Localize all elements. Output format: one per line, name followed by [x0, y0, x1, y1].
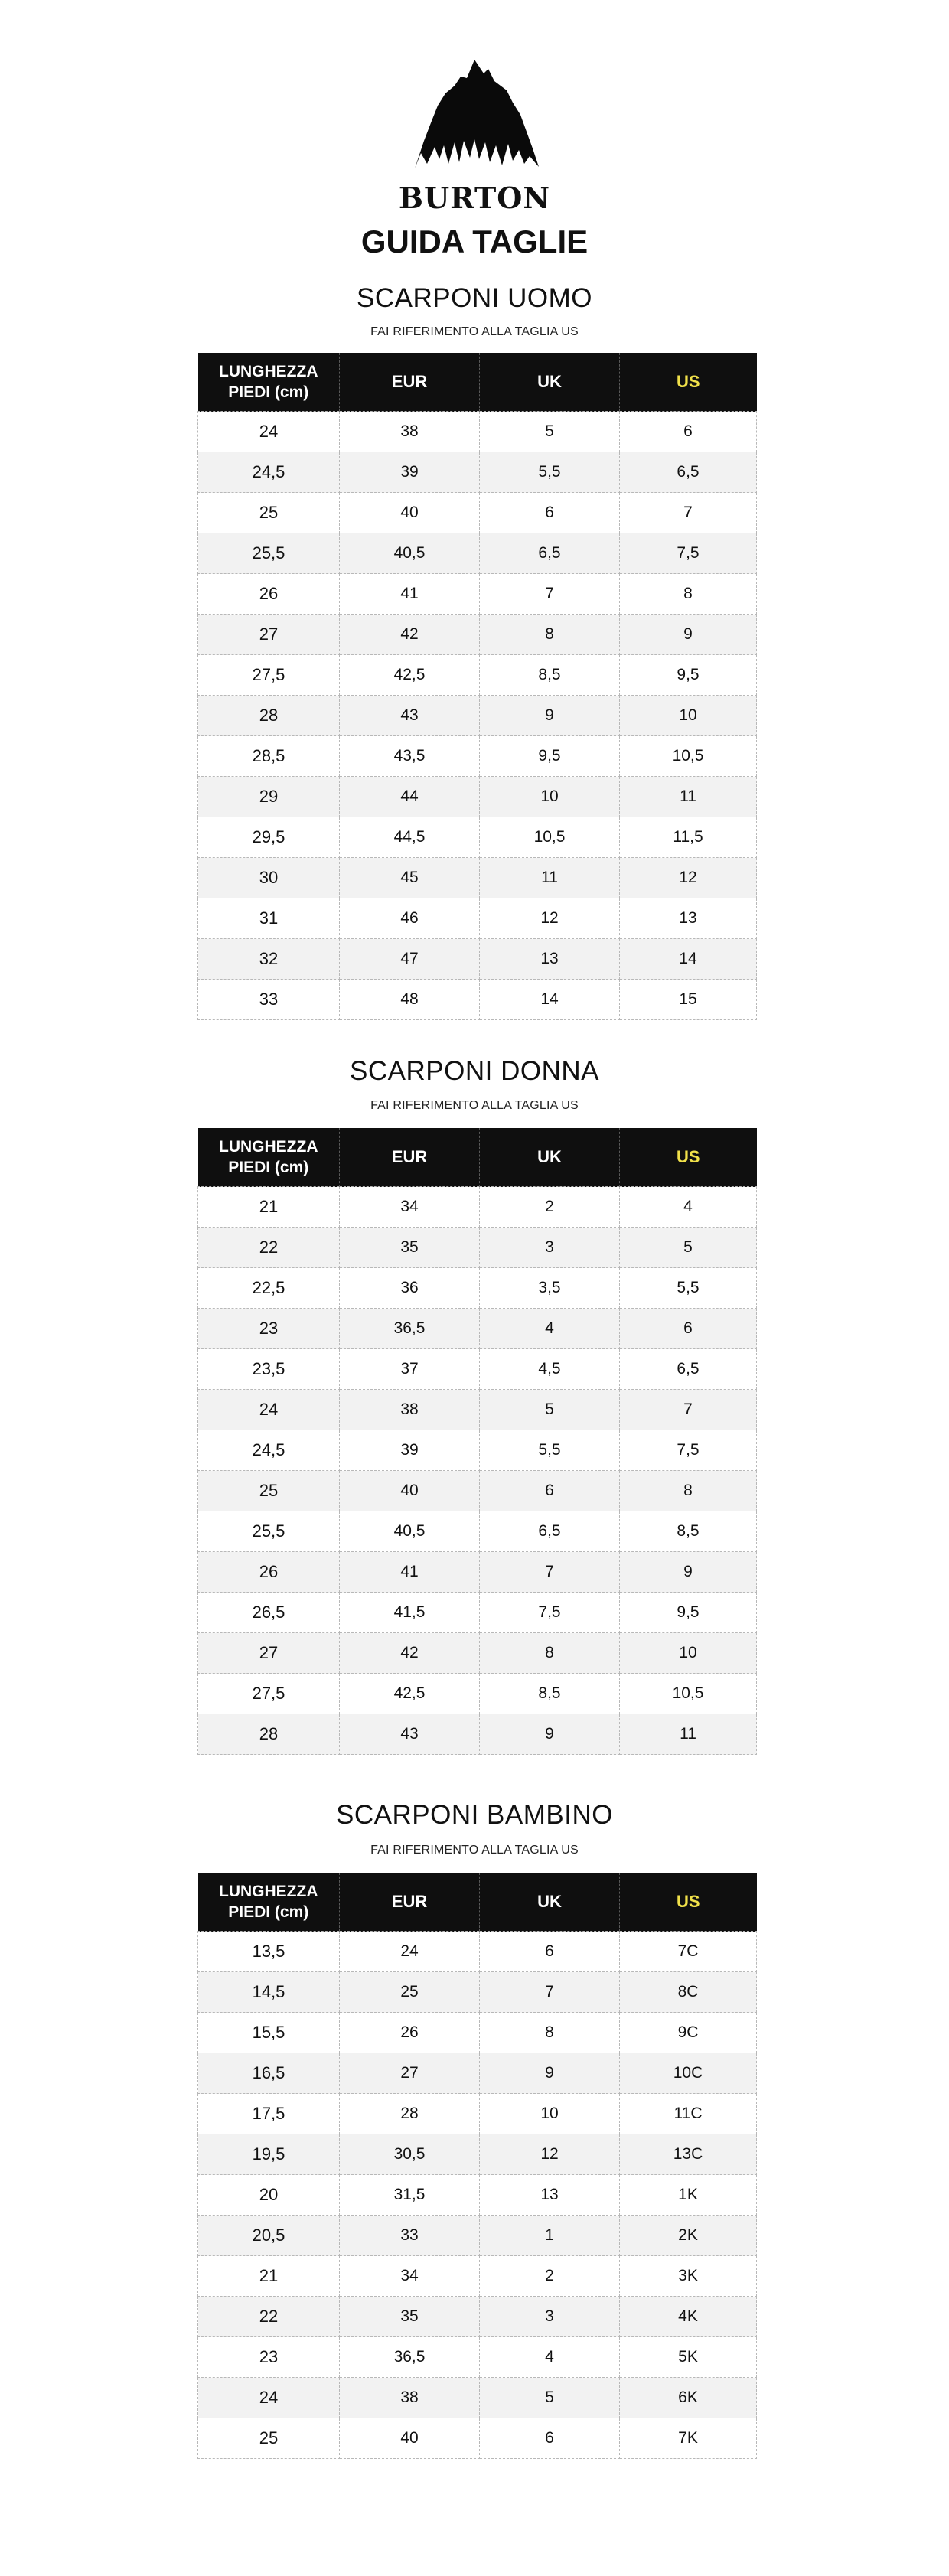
- cell-length: 28: [198, 1714, 340, 1755]
- cell-uk: 3,5: [480, 1268, 620, 1309]
- cell-eur: 38: [340, 1390, 480, 1430]
- column-header-uk: UK: [480, 353, 620, 412]
- table-row: [198, 1932, 757, 1972]
- cell-us: 10: [620, 1633, 757, 1674]
- cell-us: 10,5: [620, 736, 757, 777]
- table-row: [198, 1633, 757, 1674]
- cell-eur: 37: [340, 1349, 480, 1390]
- table-row: [198, 1552, 757, 1593]
- table-row: [198, 2175, 757, 2216]
- cell-eur: 39: [340, 452, 480, 493]
- table-row: [198, 1674, 757, 1714]
- table-row: [198, 1430, 757, 1471]
- cell-us: 7C: [620, 1932, 757, 1972]
- table-row: [198, 2256, 757, 2297]
- cell-uk: 5: [480, 2378, 620, 2418]
- cell-uk: 5: [480, 412, 620, 452]
- cell-us: 7,5: [620, 1430, 757, 1471]
- cell-length: 26: [198, 574, 340, 615]
- table-row: [198, 736, 757, 777]
- cell-length: 27,5: [198, 655, 340, 696]
- size-table-women: [197, 1128, 757, 1755]
- cell-uk: 8,5: [480, 1674, 620, 1714]
- cell-us: 10: [620, 696, 757, 736]
- cell-eur: 34: [340, 1187, 480, 1228]
- column-header-eur: EUR: [340, 1128, 480, 1187]
- cell-uk: 6: [480, 493, 620, 533]
- cell-eur: 40,5: [340, 1511, 480, 1552]
- cell-eur: 25: [340, 1972, 480, 2013]
- cell-uk: 8: [480, 615, 620, 655]
- cell-us: 9: [620, 1552, 757, 1593]
- column-header-us: US: [620, 1128, 757, 1187]
- section-title-women: SCARPONI DONNA: [350, 1056, 599, 1086]
- cell-length: 19,5: [198, 2134, 340, 2175]
- column-header-eur: EUR: [340, 353, 480, 412]
- table-row: [198, 898, 757, 939]
- table-row: [198, 777, 757, 817]
- cell-us: 10,5: [620, 1674, 757, 1714]
- table-row: [198, 939, 757, 980]
- cell-uk: 6: [480, 1932, 620, 1972]
- cell-length: 26: [198, 1552, 340, 1593]
- cell-eur: 40: [340, 2418, 480, 2459]
- cell-us: 6K: [620, 2378, 757, 2418]
- table-row: [198, 655, 757, 696]
- cell-length: 25: [198, 493, 340, 533]
- cell-length: 27: [198, 1633, 340, 1674]
- cell-us: 7K: [620, 2418, 757, 2459]
- cell-uk: 9: [480, 2053, 620, 2094]
- cell-eur: 27: [340, 2053, 480, 2094]
- column-header-uk: UK: [480, 1128, 620, 1187]
- cell-uk: 3: [480, 1228, 620, 1268]
- column-header-eur: EUR: [340, 1873, 480, 1932]
- cell-eur: 31,5: [340, 2175, 480, 2216]
- table-row: [198, 2094, 757, 2134]
- cell-uk: 12: [480, 2134, 620, 2175]
- cell-eur: 35: [340, 1228, 480, 1268]
- cell-eur: 28: [340, 2094, 480, 2134]
- cell-uk: 8: [480, 2013, 620, 2053]
- cell-us: 14: [620, 939, 757, 980]
- cell-length: 27,5: [198, 1674, 340, 1714]
- cell-eur: 45: [340, 858, 480, 898]
- cell-uk: 13: [480, 2175, 620, 2216]
- cell-uk: 5: [480, 1390, 620, 1430]
- cell-length: 14,5: [198, 1972, 340, 2013]
- cell-eur: 42,5: [340, 1674, 480, 1714]
- column-header-us: US: [620, 353, 757, 412]
- table-row: [198, 2216, 757, 2256]
- table-row: [198, 2134, 757, 2175]
- cell-length: 29: [198, 777, 340, 817]
- cell-us: 3K: [620, 2256, 757, 2297]
- table-header-row: [198, 1873, 757, 1932]
- cell-length: 24: [198, 2378, 340, 2418]
- cell-uk: 4,5: [480, 1349, 620, 1390]
- table-row: [198, 1187, 757, 1228]
- table-row: [198, 493, 757, 533]
- cell-us: 8: [620, 574, 757, 615]
- cell-eur: 38: [340, 412, 480, 452]
- cell-uk: 11: [480, 858, 620, 898]
- cell-uk: 6: [480, 1471, 620, 1511]
- cell-us: 11C: [620, 2094, 757, 2134]
- cell-eur: 43,5: [340, 736, 480, 777]
- cell-us: 8,5: [620, 1511, 757, 1552]
- cell-uk: 9,5: [480, 736, 620, 777]
- cell-eur: 40: [340, 1471, 480, 1511]
- cell-length: 33: [198, 980, 340, 1020]
- cell-us: 6: [620, 1309, 757, 1349]
- section-subtitle-kids: FAI RIFERIMENTO ALLA TAGLIA US: [370, 1844, 579, 1857]
- cell-length: 20: [198, 2175, 340, 2216]
- cell-us: 13: [620, 898, 757, 939]
- size-table-kids: [197, 1873, 757, 2459]
- cell-length: 13,5: [198, 1932, 340, 1972]
- cell-eur: 46: [340, 898, 480, 939]
- cell-eur: 35: [340, 2297, 480, 2337]
- table-row: [198, 1309, 757, 1349]
- cell-us: 6,5: [620, 1349, 757, 1390]
- page-title: GUIDA TAGLIE: [360, 223, 589, 259]
- table-row: [198, 615, 757, 655]
- cell-length: 29,5: [198, 817, 340, 858]
- cell-length: 28,5: [198, 736, 340, 777]
- cell-uk: 8,5: [480, 655, 620, 696]
- table-row: [198, 1511, 757, 1552]
- cell-length: 24: [198, 1390, 340, 1430]
- cell-us: 8: [620, 1471, 757, 1511]
- cell-uk: 4: [480, 2337, 620, 2378]
- cell-uk: 13: [480, 939, 620, 980]
- cell-us: 11: [620, 1714, 757, 1755]
- cell-length: 23: [198, 2337, 340, 2378]
- brand-wordmark: BURTON: [398, 181, 551, 215]
- cell-us: 1K: [620, 2175, 757, 2216]
- cell-uk: 2: [480, 1187, 620, 1228]
- cell-uk: 5,5: [480, 1430, 620, 1471]
- cell-length: 21: [198, 2256, 340, 2297]
- cell-eur: 26: [340, 2013, 480, 2053]
- column-header-length: LUNGHEZZA PIEDI (cm): [198, 1128, 340, 1187]
- cell-length: 25: [198, 1471, 340, 1511]
- cell-eur: 42,5: [340, 655, 480, 696]
- cell-uk: 14: [480, 980, 620, 1020]
- cell-uk: 5,5: [480, 452, 620, 493]
- cell-length: 26,5: [198, 1593, 340, 1633]
- table-row: [198, 2378, 757, 2418]
- cell-length: 21: [198, 1187, 340, 1228]
- cell-uk: 6: [480, 2418, 620, 2459]
- cell-eur: 40,5: [340, 533, 480, 574]
- column-header-us: US: [620, 1873, 757, 1932]
- cell-us: 5: [620, 1228, 757, 1268]
- cell-length: 16,5: [198, 2053, 340, 2094]
- cell-eur: 39: [340, 1430, 480, 1471]
- cell-eur: 24: [340, 1932, 480, 1972]
- cell-uk: 7: [480, 1972, 620, 2013]
- cell-eur: 30,5: [340, 2134, 480, 2175]
- cell-uk: 9: [480, 696, 620, 736]
- cell-eur: 40: [340, 493, 480, 533]
- cell-eur: 41: [340, 1552, 480, 1593]
- cell-length: 20,5: [198, 2216, 340, 2256]
- cell-length: 27: [198, 615, 340, 655]
- cell-eur: 41,5: [340, 1593, 480, 1633]
- cell-us: 7,5: [620, 533, 757, 574]
- cell-uk: 12: [480, 898, 620, 939]
- table-row: [198, 2418, 757, 2459]
- cell-uk: 6,5: [480, 533, 620, 574]
- cell-us: 9C: [620, 2013, 757, 2053]
- cell-uk: 3: [480, 2297, 620, 2337]
- cell-length: 24,5: [198, 452, 340, 493]
- cell-eur: 33: [340, 2216, 480, 2256]
- cell-eur: 36,5: [340, 2337, 480, 2378]
- cell-eur: 42: [340, 1633, 480, 1674]
- table-row: [198, 533, 757, 574]
- section-subtitle-men: FAI RIFERIMENTO ALLA TAGLIA US: [370, 325, 579, 338]
- cell-length: 25,5: [198, 533, 340, 574]
- cell-us: 9,5: [620, 655, 757, 696]
- column-header-length: LUNGHEZZA PIEDI (cm): [198, 353, 340, 412]
- cell-uk: 6,5: [480, 1511, 620, 1552]
- cell-uk: 10: [480, 777, 620, 817]
- cell-us: 11: [620, 777, 757, 817]
- table-header-row: [198, 1128, 757, 1187]
- table-row: [198, 696, 757, 736]
- cell-uk: 2: [480, 2256, 620, 2297]
- cell-length: 22,5: [198, 1268, 340, 1309]
- cell-eur: 41: [340, 574, 480, 615]
- cell-eur: 44: [340, 777, 480, 817]
- cell-us: 4: [620, 1187, 757, 1228]
- cell-eur: 42: [340, 615, 480, 655]
- cell-uk: 7: [480, 1552, 620, 1593]
- section-title-kids: SCARPONI BAMBINO: [336, 1800, 613, 1830]
- table-row: [198, 2337, 757, 2378]
- cell-us: 13C: [620, 2134, 757, 2175]
- cell-uk: 1: [480, 2216, 620, 2256]
- cell-length: 23: [198, 1309, 340, 1349]
- cell-eur: 38: [340, 2378, 480, 2418]
- cell-us: 5K: [620, 2337, 757, 2378]
- cell-length: 30: [198, 858, 340, 898]
- table-row: [198, 1593, 757, 1633]
- column-header-length: LUNGHEZZA PIEDI (cm): [198, 1873, 340, 1932]
- cell-uk: 4: [480, 1309, 620, 1349]
- cell-length: 32: [198, 939, 340, 980]
- table-row: [198, 1228, 757, 1268]
- table-row: [198, 1268, 757, 1309]
- cell-eur: 44,5: [340, 817, 480, 858]
- table-row: [198, 817, 757, 858]
- cell-us: 10C: [620, 2053, 757, 2094]
- cell-uk: 8: [480, 1633, 620, 1674]
- table-row: [198, 1349, 757, 1390]
- cell-length: 25: [198, 2418, 340, 2459]
- cell-uk: 10: [480, 2094, 620, 2134]
- cell-eur: 47: [340, 939, 480, 980]
- cell-length: 22: [198, 1228, 340, 1268]
- table-header-row: [198, 353, 757, 412]
- size-table-men: [197, 353, 757, 1020]
- table-row: [198, 858, 757, 898]
- cell-length: 17,5: [198, 2094, 340, 2134]
- cell-eur: 43: [340, 696, 480, 736]
- table-row: [198, 2297, 757, 2337]
- cell-uk: 10,5: [480, 817, 620, 858]
- cell-length: 15,5: [198, 2013, 340, 2053]
- cell-length: 22: [198, 2297, 340, 2337]
- cell-eur: 48: [340, 980, 480, 1020]
- cell-us: 15: [620, 980, 757, 1020]
- cell-eur: 43: [340, 1714, 480, 1755]
- table-row: [198, 1972, 757, 2013]
- cell-us: 11,5: [620, 817, 757, 858]
- table-row: [198, 412, 757, 452]
- cell-us: 9: [620, 615, 757, 655]
- table-row: [198, 2053, 757, 2094]
- mountain-icon: [415, 60, 539, 168]
- cell-length: 25,5: [198, 1511, 340, 1552]
- cell-eur: 36,5: [340, 1309, 480, 1349]
- table-row: [198, 574, 757, 615]
- cell-us: 5,5: [620, 1268, 757, 1309]
- table-row: [198, 1471, 757, 1511]
- cell-length: 24: [198, 412, 340, 452]
- cell-us: 7: [620, 493, 757, 533]
- section-subtitle-women: FAI RIFERIMENTO ALLA TAGLIA US: [370, 1099, 579, 1112]
- column-header-uk: UK: [480, 1873, 620, 1932]
- cell-uk: 7: [480, 574, 620, 615]
- cell-us: 6: [620, 412, 757, 452]
- table-row: [198, 452, 757, 493]
- cell-length: 31: [198, 898, 340, 939]
- table-row: [198, 1714, 757, 1755]
- section-title-men: SCARPONI UOMO: [357, 283, 592, 313]
- cell-us: 9,5: [620, 1593, 757, 1633]
- table-row: [198, 1390, 757, 1430]
- table-row: [198, 980, 757, 1020]
- cell-us: 7: [620, 1390, 757, 1430]
- cell-us: 12: [620, 858, 757, 898]
- cell-uk: 9: [480, 1714, 620, 1755]
- cell-eur: 36: [340, 1268, 480, 1309]
- cell-us: 6,5: [620, 452, 757, 493]
- cell-length: 24,5: [198, 1430, 340, 1471]
- cell-us: 8C: [620, 1972, 757, 2013]
- cell-us: 2K: [620, 2216, 757, 2256]
- cell-length: 23,5: [198, 1349, 340, 1390]
- cell-eur: 34: [340, 2256, 480, 2297]
- table-row: [198, 2013, 757, 2053]
- cell-uk: 7,5: [480, 1593, 620, 1633]
- cell-length: 28: [198, 696, 340, 736]
- cell-us: 4K: [620, 2297, 757, 2337]
